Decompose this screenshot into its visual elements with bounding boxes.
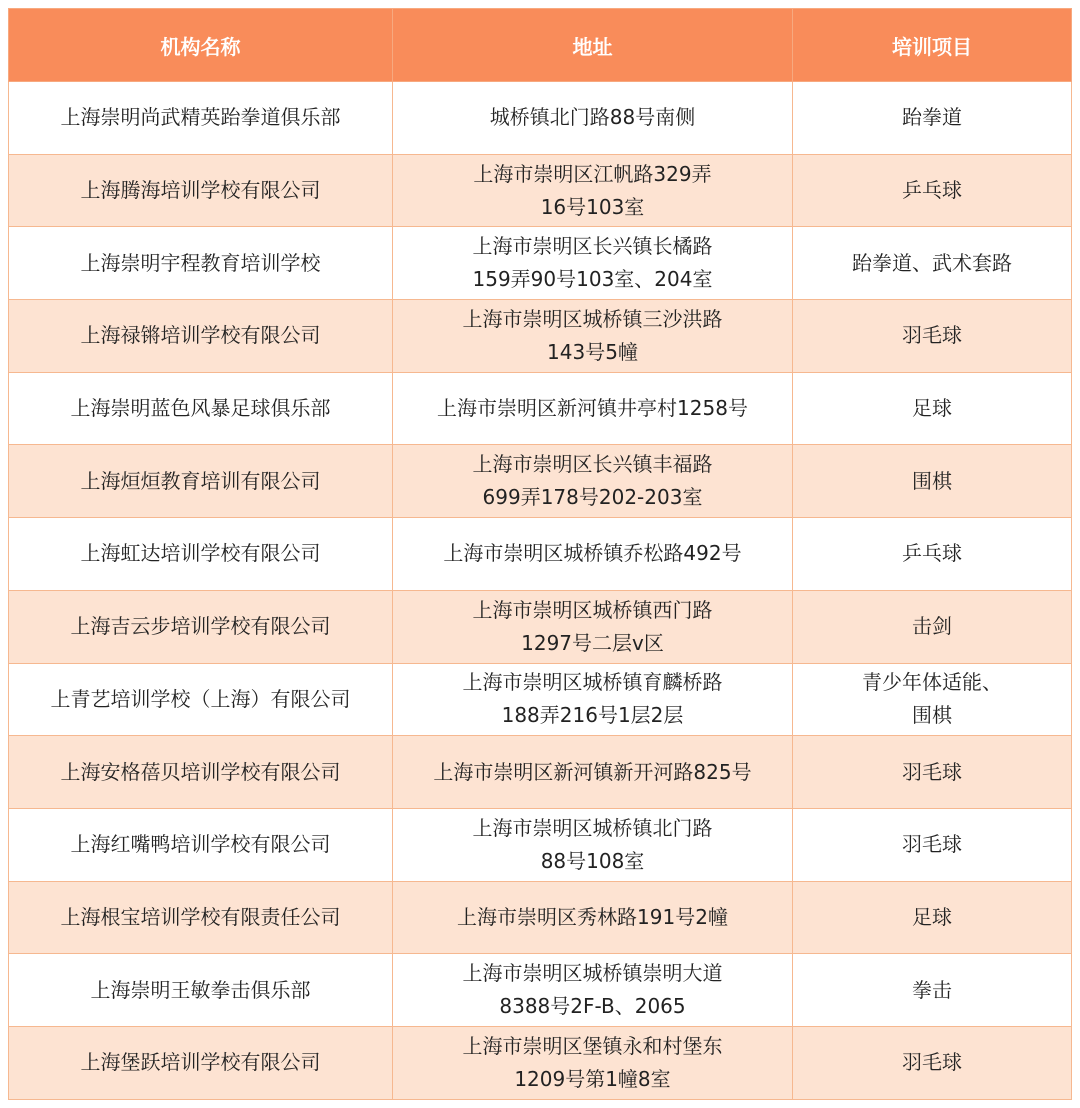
training-program-cell xyxy=(793,736,1072,809)
address-line: 上海市崇明区秀林路191号2幢 xyxy=(457,904,728,929)
address-cell xyxy=(393,1026,793,1099)
address-cell xyxy=(393,445,793,518)
institution-table xyxy=(8,8,1072,1100)
address-cell xyxy=(393,372,793,445)
institution-name: 上海崇明王敏拳击俱乐部 xyxy=(90,977,311,1002)
table-row xyxy=(9,227,1072,300)
training-program-cell xyxy=(793,518,1072,591)
address-cell xyxy=(393,808,793,881)
training-program-line: 击剑 xyxy=(912,614,952,639)
table-body xyxy=(9,82,1072,1100)
table-row xyxy=(9,736,1072,809)
institution-name: 上海禄锵培训学校有限公司 xyxy=(80,323,321,348)
header-institution-name: 机构名称 xyxy=(9,9,393,82)
institution-name: 上海腾海培训学校有限公司 xyxy=(80,178,321,203)
header-training-program: 培训项目 xyxy=(793,9,1072,82)
address-cell xyxy=(393,881,793,954)
table-header xyxy=(9,9,1072,82)
training-program-cell xyxy=(793,881,1072,954)
training-program-line: 羽毛球 xyxy=(902,832,962,857)
address-line: 1209号第1幢8室 xyxy=(514,1066,671,1091)
table-row xyxy=(9,82,1072,155)
address-line: 上海市崇明区城桥镇育麟桥路 xyxy=(462,670,723,695)
training-program-cell xyxy=(793,1026,1072,1099)
institution-name: 上海堡跃培训学校有限公司 xyxy=(80,1050,321,1075)
address-line: 上海市崇明区长兴镇长橘路 xyxy=(472,234,713,259)
training-program-line: 羽毛球 xyxy=(902,759,962,784)
institution-name: 上青艺培训学校（上海）有限公司 xyxy=(50,686,351,711)
training-program-cell xyxy=(793,590,1072,663)
training-program-cell xyxy=(793,300,1072,373)
training-program-line: 足球 xyxy=(912,396,952,421)
training-program-cell xyxy=(793,372,1072,445)
address-line: 188弄216号1层2层 xyxy=(501,703,684,728)
address-cell xyxy=(393,82,793,155)
address-cell xyxy=(393,736,793,809)
institution-name-cell xyxy=(9,663,393,736)
institution-name-cell xyxy=(9,1026,393,1099)
address-line: 上海市崇明区长兴镇丰福路 xyxy=(472,452,713,477)
table-row xyxy=(9,954,1072,1027)
institution-name-cell xyxy=(9,518,393,591)
table-row xyxy=(9,663,1072,736)
table-row xyxy=(9,590,1072,663)
training-program-cell xyxy=(793,663,1072,736)
institution-name-cell xyxy=(9,445,393,518)
training-program-line: 青少年体适能、 xyxy=(862,670,1002,695)
training-program-cell xyxy=(793,954,1072,1027)
institution-name-cell xyxy=(9,372,393,445)
institution-name: 上海根宝培训学校有限责任公司 xyxy=(60,904,341,929)
training-program-line: 羽毛球 xyxy=(902,1050,962,1075)
training-program-line: 跆拳道 xyxy=(902,105,962,130)
address-line: 上海市崇明区城桥镇乔松路492号 xyxy=(443,541,742,566)
address-line: 上海市崇明区新河镇新开河路825号 xyxy=(433,759,752,784)
institution-name: 上海虹达培训学校有限公司 xyxy=(80,541,321,566)
address-line: 699弄178号202-203室 xyxy=(482,485,703,510)
table-row xyxy=(9,154,1072,227)
address-cell xyxy=(393,154,793,227)
training-program-line: 乒乓球 xyxy=(902,178,962,203)
institution-name: 上海烜烜教育培训有限公司 xyxy=(80,468,321,493)
address-line: 88号108室 xyxy=(540,848,645,873)
address-cell xyxy=(393,954,793,1027)
table-row xyxy=(9,518,1072,591)
institution-name: 上海崇明尚武精英跆拳道俱乐部 xyxy=(60,105,341,130)
institution-name-cell xyxy=(9,881,393,954)
institution-name: 上海安格蓓贝培训学校有限公司 xyxy=(60,759,341,784)
address-line: 1297号二层v区 xyxy=(521,630,664,655)
training-program-line: 围棋 xyxy=(912,703,952,728)
address-line: 上海市崇明区堡镇永和村堡东 xyxy=(462,1033,723,1058)
address-line: 159弄90号103室、204室 xyxy=(472,267,713,292)
institution-name-cell xyxy=(9,154,393,227)
training-program-cell xyxy=(793,82,1072,155)
institution-name-cell xyxy=(9,590,393,663)
table-row xyxy=(9,1026,1072,1099)
training-program-line: 围棋 xyxy=(912,468,952,493)
table-row xyxy=(9,445,1072,518)
table-row xyxy=(9,300,1072,373)
address-cell xyxy=(393,227,793,300)
table-row xyxy=(9,808,1072,881)
training-program-line: 拳击 xyxy=(912,977,952,1002)
table-row xyxy=(9,881,1072,954)
training-program-line: 乒乓球 xyxy=(902,541,962,566)
training-program-line: 跆拳道、武术套路 xyxy=(852,250,1012,275)
institution-name-cell xyxy=(9,808,393,881)
institution-name-cell xyxy=(9,954,393,1027)
address-line: 上海市崇明区江帆路329弄 xyxy=(473,161,712,186)
address-line: 上海市崇明区城桥镇崇明大道 xyxy=(462,961,723,986)
institution-name: 上海崇明蓝色风暴足球俱乐部 xyxy=(70,396,331,421)
training-program-cell xyxy=(793,808,1072,881)
address-cell xyxy=(393,663,793,736)
training-program-line: 足球 xyxy=(912,904,952,929)
training-program-cell xyxy=(793,154,1072,227)
institution-name: 上海崇明宇程教育培训学校 xyxy=(80,250,321,275)
address-line: 143号5幢 xyxy=(547,339,638,364)
address-cell xyxy=(393,300,793,373)
training-program-cell xyxy=(793,445,1072,518)
address-line: 城桥镇北门路88号南侧 xyxy=(489,105,696,130)
table-row xyxy=(9,372,1072,445)
header-row xyxy=(9,9,1072,82)
training-program-line: 羽毛球 xyxy=(902,323,962,348)
institution-name-cell xyxy=(9,82,393,155)
institution-name-cell xyxy=(9,736,393,809)
address-line: 上海市崇明区新河镇井亭村1258号 xyxy=(437,396,748,421)
address-cell xyxy=(393,590,793,663)
training-program-cell xyxy=(793,227,1072,300)
institution-name-cell xyxy=(9,227,393,300)
address-line: 上海市崇明区城桥镇三沙洪路 xyxy=(462,306,723,331)
address-line: 上海市崇明区城桥镇西门路 xyxy=(472,597,713,622)
address-line: 8388号2F-B、2065 xyxy=(499,994,686,1019)
header-address: 地址 xyxy=(393,9,793,82)
institution-name: 上海吉云步培训学校有限公司 xyxy=(70,614,331,639)
institution-name: 上海红嘴鸭培训学校有限公司 xyxy=(70,832,331,857)
address-line: 16号103室 xyxy=(540,194,645,219)
address-line: 上海市崇明区城桥镇北门路 xyxy=(472,815,713,840)
address-cell xyxy=(393,518,793,591)
institution-name-cell xyxy=(9,300,393,373)
